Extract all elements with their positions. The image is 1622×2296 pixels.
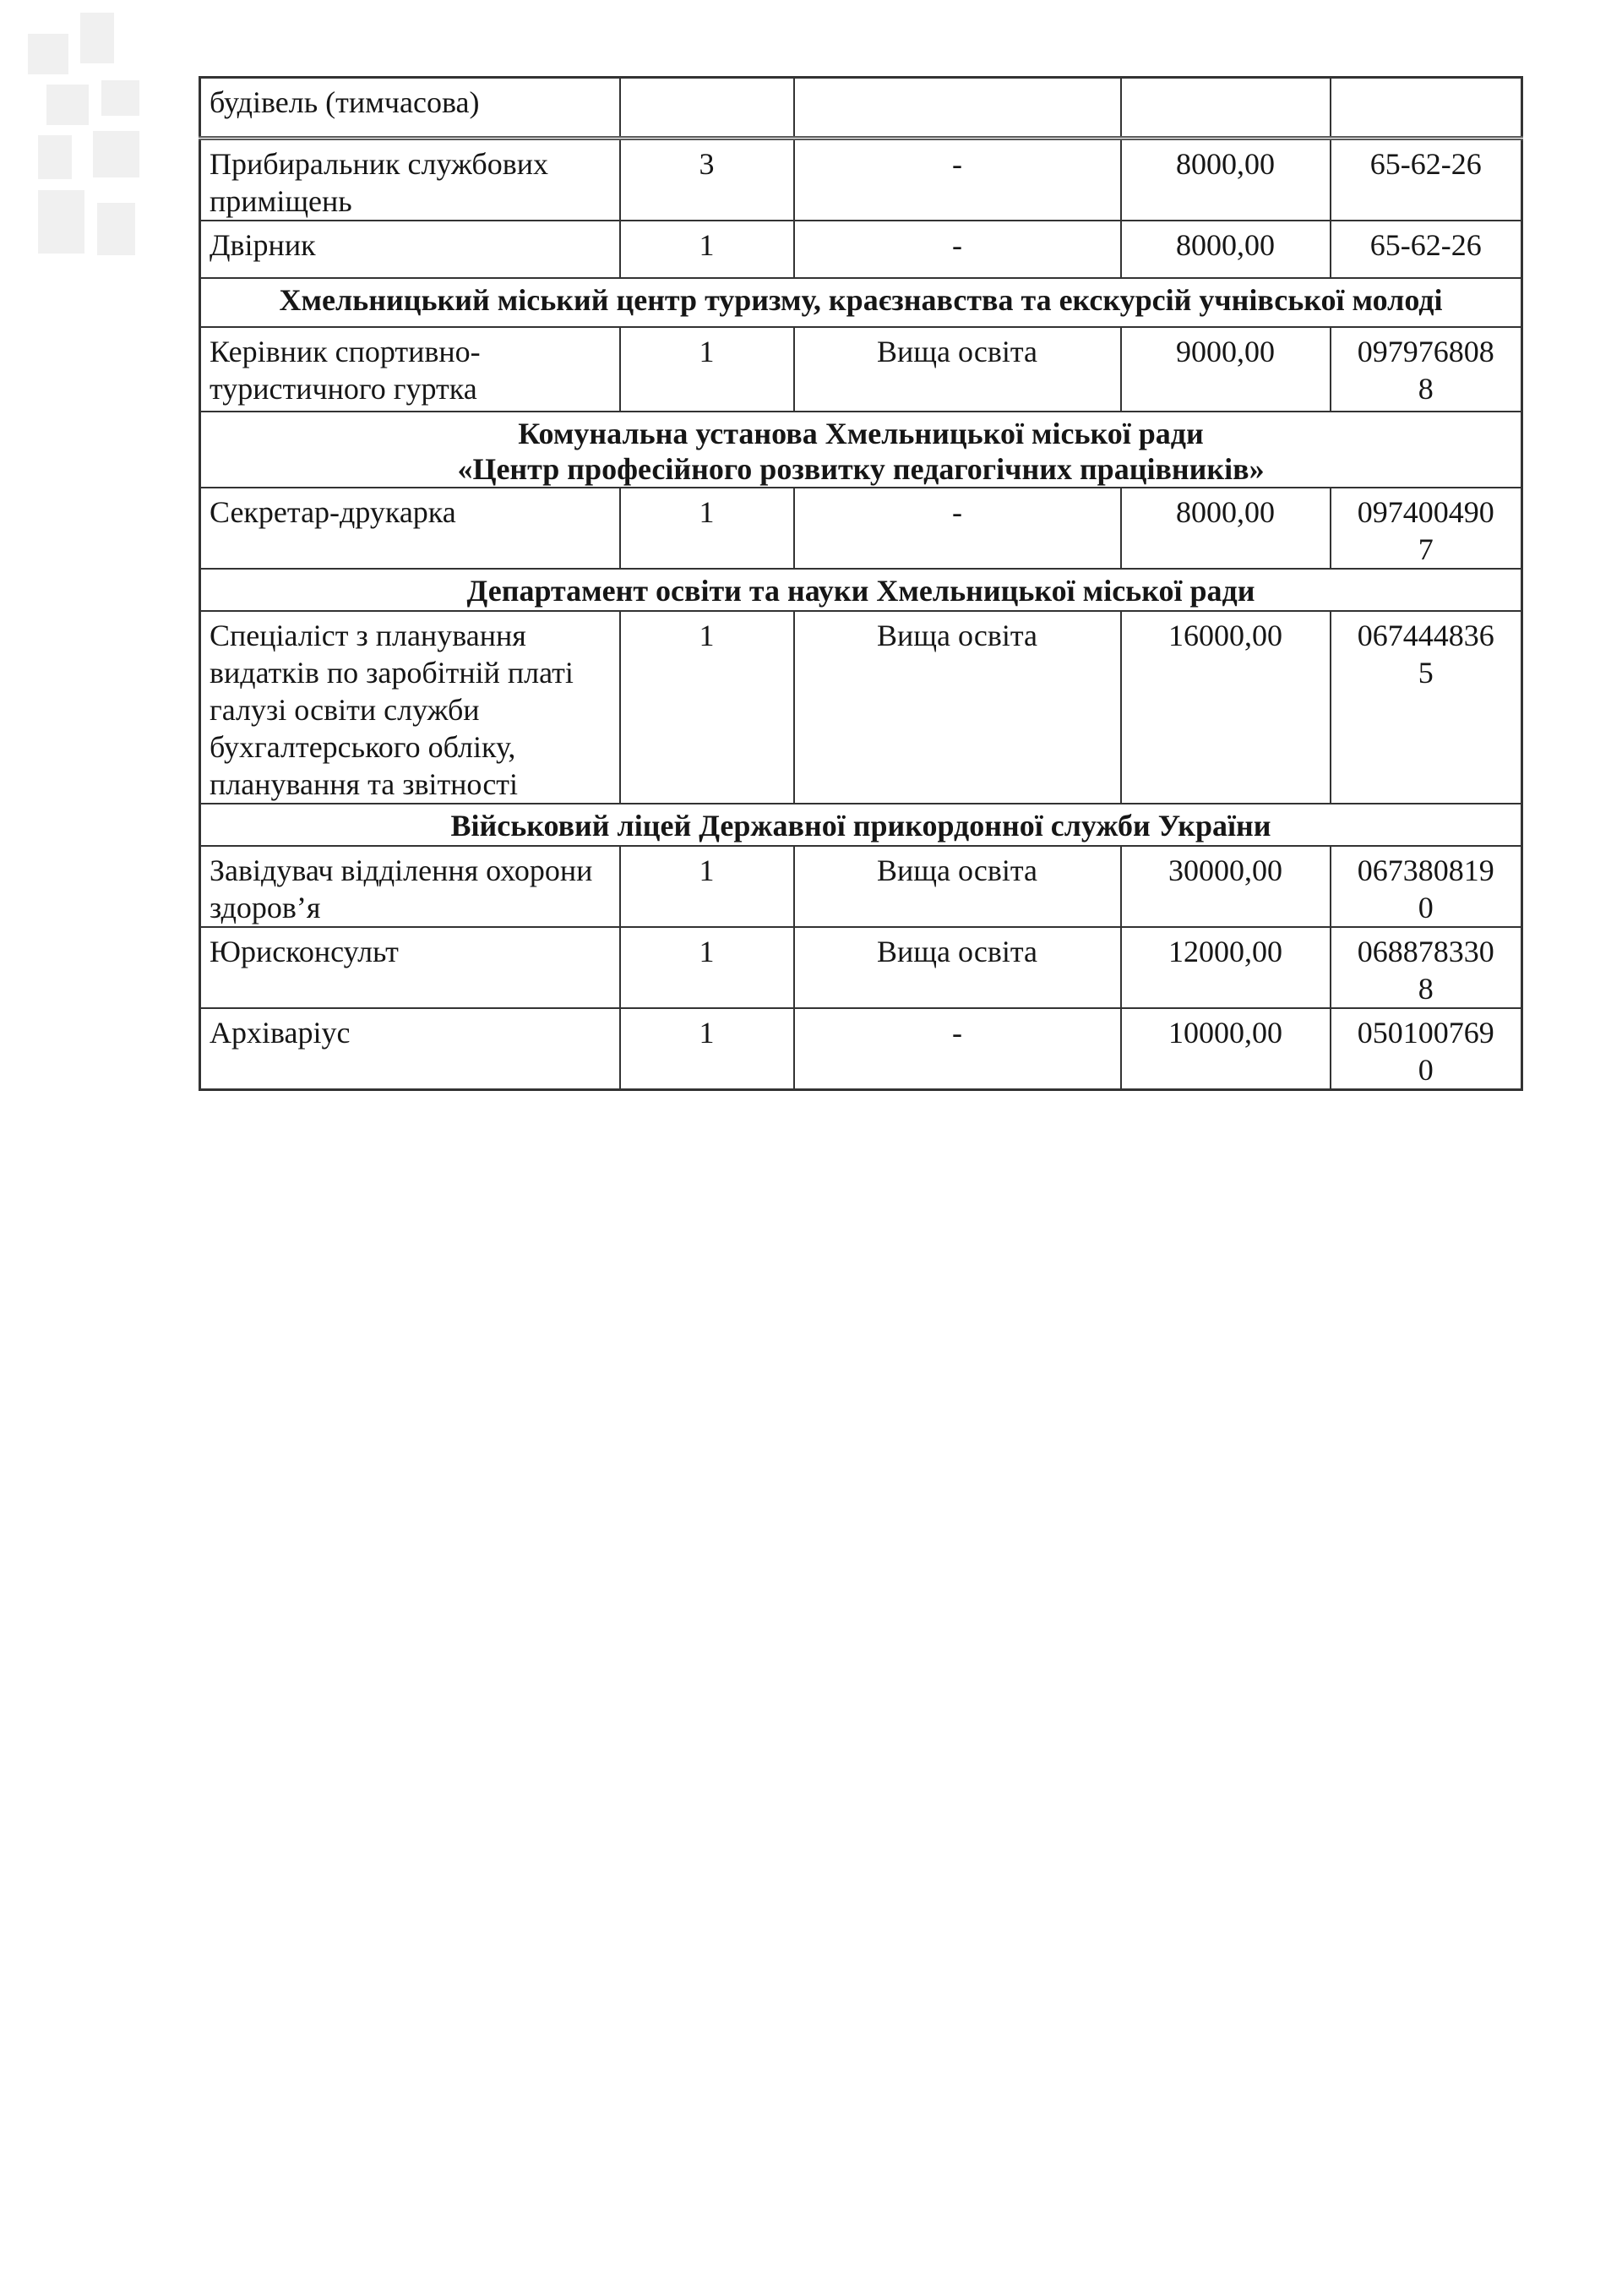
education-cell: Вища освіта <box>794 927 1121 1008</box>
section-header-row <box>200 804 1522 846</box>
table-row <box>200 78 1522 139</box>
section-header <box>200 412 1522 488</box>
salary-cell: 16000,00 <box>1121 611 1331 804</box>
position-cell: будівель (тимчасова) <box>200 78 620 139</box>
position-cell: Архіваріус <box>200 1008 620 1090</box>
count-cell: 1 <box>620 327 794 412</box>
phone-cell: 0979768088 <box>1331 327 1522 412</box>
table-row <box>200 1008 1522 1090</box>
table-row <box>200 927 1522 1008</box>
phone-cell: 0974004907 <box>1331 488 1522 569</box>
education-cell: Вища освіта <box>794 327 1121 412</box>
salary-cell <box>1121 78 1331 139</box>
table-row <box>200 139 1522 221</box>
count-cell: 1 <box>620 221 794 278</box>
count-cell: 1 <box>620 611 794 804</box>
phone-cell: 0501007690 <box>1331 1008 1522 1090</box>
section-header-row <box>200 569 1522 611</box>
scan-artifact <box>101 80 139 116</box>
section-header-row <box>200 412 1522 488</box>
position-cell: Юрисконсульт <box>200 927 620 1008</box>
count-cell: 1 <box>620 488 794 569</box>
salary-cell: 30000,00 <box>1121 846 1331 927</box>
phone-cell: 65-62-26 <box>1331 221 1522 278</box>
education-cell: - <box>794 1008 1121 1090</box>
count-cell: 1 <box>620 927 794 1008</box>
section-header: Хмельницький міський центр туризму, краєзнавства та екскурсій учнівської молоді <box>200 278 1522 327</box>
table-row <box>200 488 1522 569</box>
table-row <box>200 327 1522 412</box>
phone-cell: 0688783308 <box>1331 927 1522 1008</box>
section-header: Департамент освіти та науки Хмельницької міської ради <box>200 569 1522 611</box>
salary-cell: 8000,00 <box>1121 221 1331 278</box>
section-header-row <box>200 278 1522 327</box>
scan-artifact <box>80 13 114 63</box>
salary-cell: 8000,00 <box>1121 488 1331 569</box>
position-cell: Завідувач відділення охорони здоров’я <box>200 846 620 927</box>
table-row <box>200 221 1522 278</box>
scan-artifact <box>93 131 139 177</box>
table-row <box>200 611 1522 804</box>
count-cell: 1 <box>620 1008 794 1090</box>
education-cell: - <box>794 139 1121 221</box>
section-header: Військовий ліцей Державної прикордонної служби України <box>200 804 1522 846</box>
position-cell: Керівник спортивно-туристичного гуртка <box>200 327 620 412</box>
count-cell: 3 <box>620 139 794 221</box>
count-cell <box>620 78 794 139</box>
position-cell: Прибиральник службових приміщень <box>200 139 620 221</box>
education-cell: Вища освіта <box>794 846 1121 927</box>
salary-cell: 10000,00 <box>1121 1008 1331 1090</box>
education-cell: Вища освіта <box>794 611 1121 804</box>
position-cell: Секретар-друкарка <box>200 488 620 569</box>
section-header-line: «Центр професійного розвитку педагогічних працівників» <box>457 452 1265 486</box>
education-cell: - <box>794 221 1121 278</box>
count-cell: 1 <box>620 846 794 927</box>
scan-artifact <box>28 34 68 74</box>
education-cell: - <box>794 488 1121 569</box>
phone-cell: 0674448365 <box>1331 611 1522 804</box>
education-cell <box>794 78 1121 139</box>
scan-artifact <box>38 135 72 179</box>
vacancies-table-wrap <box>199 76 1521 1091</box>
position-cell: Спеціаліст з планування видатків по заробітній платі галузі освіти служби бухгалтерського обліку, планування та звітності <box>200 611 620 804</box>
salary-cell: 8000,00 <box>1121 139 1331 221</box>
salary-cell: 9000,00 <box>1121 327 1331 412</box>
phone-cell <box>1331 78 1522 139</box>
scan-artifact <box>97 203 135 255</box>
salary-cell: 12000,00 <box>1121 927 1331 1008</box>
phone-cell: 0673808190 <box>1331 846 1522 927</box>
table-row <box>200 846 1522 927</box>
phone-cell: 65-62-26 <box>1331 139 1522 221</box>
position-cell: Двірник <box>200 221 620 278</box>
section-header-line: Комунальна установа Хмельницької міської ради <box>518 417 1204 450</box>
scan-artifact <box>46 85 89 125</box>
scan-artifact <box>38 190 84 254</box>
vacancies-table <box>199 76 1523 1091</box>
